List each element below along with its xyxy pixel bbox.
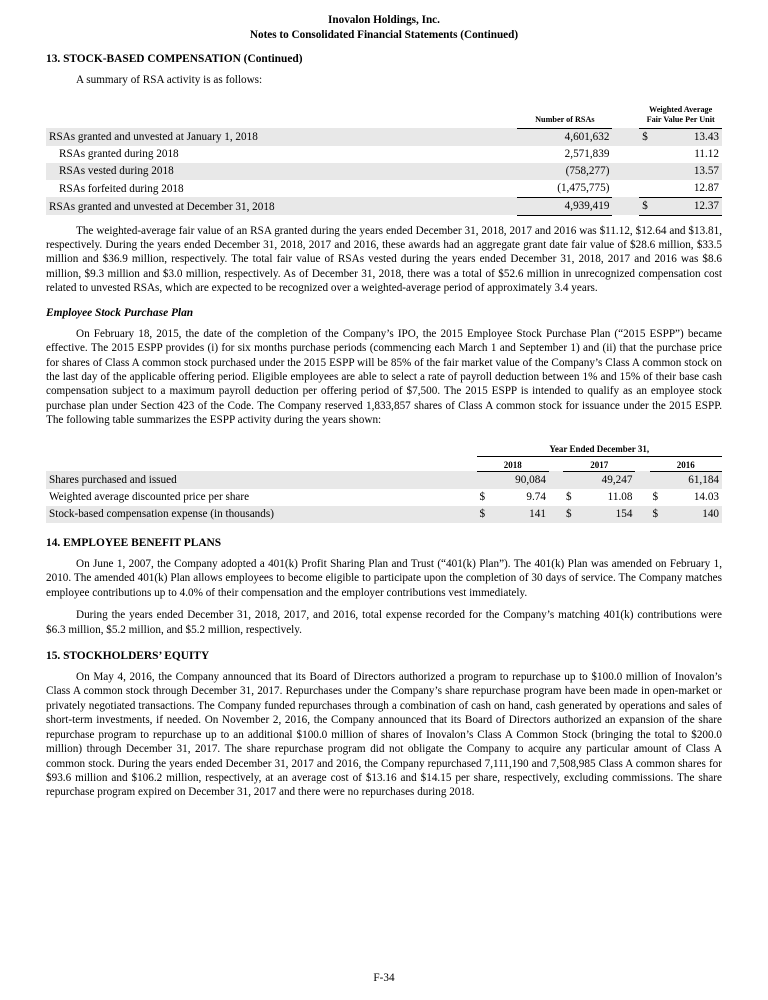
col-header-2018: 2018	[477, 457, 549, 472]
gap-cell	[549, 457, 563, 472]
col-header-2017: 2017	[563, 457, 635, 472]
gap-cell	[612, 180, 639, 198]
empty-header-cell	[46, 442, 477, 457]
page-number: F-34	[373, 972, 395, 984]
currency-cell	[650, 471, 666, 489]
table-row	[46, 128, 722, 146]
value-cell: 11.08	[607, 491, 633, 504]
empty-header-cell	[46, 457, 477, 472]
value-cell: 14.03	[693, 491, 719, 504]
number-cell: (758,277)	[565, 165, 610, 177]
espp-subheading: Employee Stock Purchase Plan	[46, 306, 194, 319]
value-cell: 49,247	[601, 474, 633, 487]
value-cell: 141	[529, 508, 546, 521]
section-14-title: 14. EMPLOYEE BENEFIT PLANS	[46, 536, 222, 549]
benefit-plans-paragraph-2: During the years ended December 31, 2018, 2017, and 2016, total expense recorded for the Company’s matching 401(k) contributions were $6.3 million, $5.2 million, and $5.2 million, respectively.	[46, 609, 722, 636]
rsa-table-header-row	[46, 102, 722, 128]
currency-cell	[639, 146, 658, 163]
value-cell: 154	[615, 508, 633, 521]
empty-header-cell	[46, 102, 517, 128]
currency-cell	[639, 163, 658, 180]
number-cell: (1,475,775)	[517, 180, 612, 198]
gap-cell	[549, 471, 563, 489]
row-label-cell: Weighted average discounted price per share	[49, 491, 250, 504]
number-cell: 2,571,839	[564, 148, 610, 160]
col-header-number-of-rsas: Number of RSAs	[517, 102, 612, 128]
rsa-activity-table	[46, 102, 722, 216]
number-cell: 4,601,632	[564, 131, 610, 143]
espp-paragraph: On February 18, 2015, the date of the completion of the Company’s IPO, the 2015 Employee Stock Purchase Plan (“2015 ESPP”) became effective. The 2015 ESPP provides (i) for six months purchase periods (commencing each March 1 and September 1) and (ii) that the purchase price for shares of Class A common stock purchased under the 2015 ESPP will be 85% of the fair market value of the Company’s Class A common stock on the last day of the applicable offering period. Eligible employees are able to select a rate of payroll deduction between 1% and 15% of their base cash compensation subject to a maximum payroll deduction per offering period of $7,500. The 2015 ESPP is intended to qualify as an employee stock purchase plan under Section 423 of the Code. The Company reserved 1,833,857 shares of Class A common stock for issuance under the 2015 ESPP. The following table summarizes the ESPP activity during the years shown:	[46, 327, 722, 427]
value-cell: 140	[702, 508, 719, 521]
row-label-cell: RSAs granted during 2018	[59, 148, 179, 160]
gap-cell	[549, 506, 563, 523]
currency-cell: $	[566, 491, 572, 504]
gap-cell	[612, 102, 639, 128]
table-row	[46, 506, 722, 523]
value-cell: 12.37	[658, 197, 722, 215]
col-header-2016: 2016	[650, 457, 722, 472]
value-cell: 90,084	[515, 474, 546, 487]
table-row	[46, 180, 722, 198]
gap-cell	[635, 489, 649, 506]
row-label-cell: RSAs forfeited during 2018	[59, 182, 184, 195]
table-row	[46, 197, 722, 215]
table-row	[46, 489, 722, 506]
table-row	[46, 146, 722, 163]
value-cell: 12.87	[658, 180, 722, 198]
table-row	[46, 471, 722, 489]
table-row	[46, 163, 722, 180]
section-13-title: 13. STOCK-BASED COMPENSATION (Continued)	[46, 52, 303, 65]
row-label-cell: RSAs granted and unvested at December 31, 2018	[49, 200, 275, 213]
gap-cell	[549, 489, 563, 506]
espp-years-header-row	[46, 457, 722, 472]
col-group-header-year-ended: Year Ended December 31,	[477, 442, 722, 457]
currency-cell: $	[652, 491, 659, 504]
rsa-intro-text: A summary of RSA activity is as follows:	[76, 73, 263, 86]
currency-cell: $	[652, 508, 659, 521]
value-cell: 11.12	[694, 148, 719, 160]
espp-activity-table	[46, 442, 722, 523]
gap-cell	[612, 163, 639, 180]
gap-cell	[635, 506, 649, 523]
row-label-cell: Stock-based compensation expense (in thousands)	[49, 508, 274, 521]
benefit-plans-paragraph-1: On June 1, 2007, the Company adopted a 401(k) Profit Sharing Plan and Trust (“401(k) Plan”). The 401(k) Plan was amended on February 1, 2010. The amended 401(k) Plan allows employees to become eligible to participate upon the completion of 30 days of service. The Company matches employee contributions up to 4.0% of their compensation and the employer contributions vest immediately.	[46, 557, 722, 599]
document-subtitle: Notes to Consolidated Financial Statements (Continued)	[249, 28, 519, 41]
rsa-summary-paragraph: The weighted-average fair value of an RSA granted during the years ended December 31, 2018, 2017 and 2016 was $11.12, $12.64 and $13.81, respectively. During the years ended December 31, 2018, 2017 and 2016, these awards had an aggregate grant date fair value of $28.6 million, $33.5 million and $36.9 million, respectively. The total fair value of RSAs vested during the years ended December 31, 2018, 2017 and 2016 was $8.6 million, $9.3 million and $3.0 million, respectively. As of December 31, 2018, there was a total of $52.6 million in unrecognized compensation cost related to unvested RSAs, which are expected to be recognized over a weighted-average period of approximately 3.4 years.	[46, 224, 722, 295]
document-header	[46, 13, 722, 43]
value-cell: 13.57	[693, 165, 719, 177]
section-15-title: 15. STOCKHOLDERS’ EQUITY	[46, 649, 210, 662]
value-cell: 9.74	[526, 491, 546, 504]
value-cell: 61,184	[688, 474, 719, 487]
currency-cell: $	[479, 491, 486, 504]
gap-cell	[612, 146, 639, 163]
gap-cell	[635, 457, 649, 472]
company-name: Inovalon Holdings, Inc.	[328, 14, 440, 26]
row-label-cell: Shares purchased and issued	[49, 474, 177, 487]
gap-cell	[635, 471, 649, 489]
currency-cell	[477, 471, 493, 489]
espp-group-header-row	[46, 442, 722, 457]
number-cell: 4,939,419	[517, 197, 612, 215]
currency-cell: $	[566, 508, 572, 521]
gap-cell	[612, 197, 639, 215]
row-label-cell: RSAs granted and unvested at January 1, 2018	[49, 131, 258, 143]
currency-cell: $	[642, 131, 648, 143]
stockholders-equity-paragraph: On May 4, 2016, the Company announced that its Board of Directors authorized a program to repurchase up to $100.0 million of Inovalon’s Class A common stock through December 31, 2017. Repurchases under the Company’s share repurchase program have been made in open-market or privately negotiated transactions. The Company funded repurchases through a combination of cash on hand, cash generated by operations and sales of short-term investments, if needed. On November 2, 2016, the Company announced that its Board of Directors authorized an expansion of the share repurchase program to repurchase up to an additional $100.0 million of shares of Inovalon’s Class A Common Stock (bringing the total to $200.0 million) through December 31, 2017. The share repurchase program did not obligate the Company to acquire any particular amount of Class A common stock. During the years ended December 31, 2017 and 2016, the Company repurchased 7,111,190 and 7,508,985 Class A common shares for $93.6 million and $106.2 million, respectively, at an average cost of $13.16 and $14.15 per share, respectively, excluding commissions. The share repurchase program expired on December 31, 2017 and there were no repurchases during 2018.	[46, 670, 722, 799]
currency-cell: $	[639, 197, 658, 215]
gap-cell	[612, 128, 639, 146]
col-header-weighted-avg-fair-value: Weighted Average Fair Value Per Unit	[639, 102, 722, 128]
currency-cell	[563, 471, 579, 489]
currency-cell: $	[479, 508, 486, 521]
value-cell: 13.43	[693, 131, 719, 143]
currency-cell	[639, 180, 658, 198]
row-label-cell: RSAs vested during 2018	[59, 165, 174, 177]
